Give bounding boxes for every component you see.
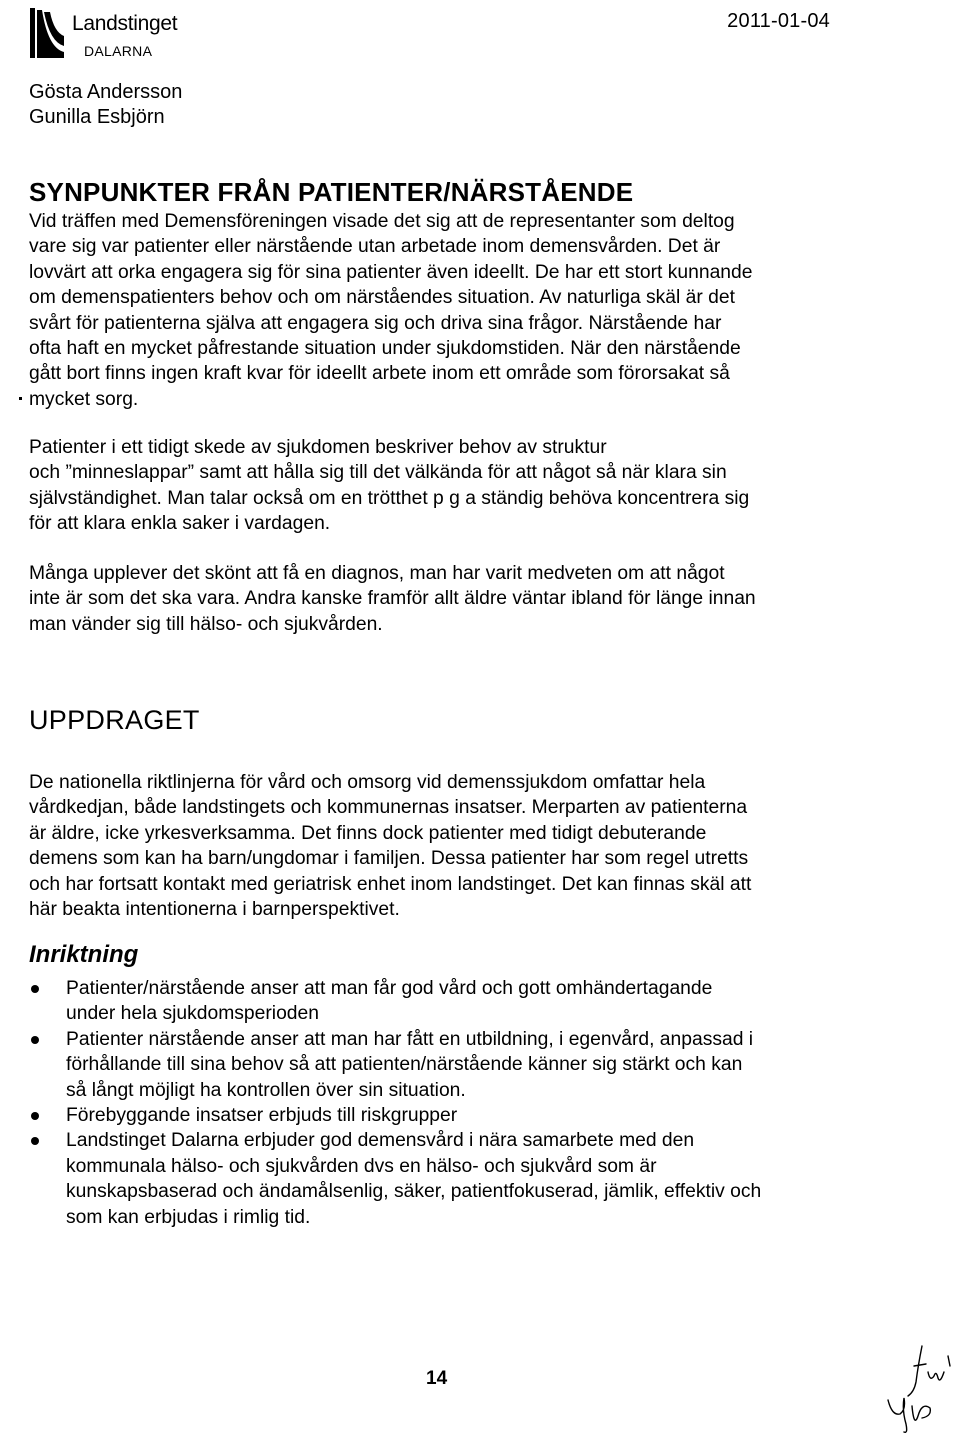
text-line: så långt möjligt ha kontrollen över sin situation. bbox=[66, 1079, 466, 1101]
paragraph-synpunkter-3 bbox=[29, 561, 849, 637]
text-line: under hela sjukdomsperioden bbox=[66, 1003, 319, 1025]
text-line: vare sig var patienter eller närstående utan arbetade inom demensvården. Det är bbox=[29, 236, 721, 258]
text-line: ofta haft en mycket påfrestande situation under sjukdomstiden. När den närstående bbox=[29, 338, 741, 360]
margin-mark bbox=[19, 397, 22, 400]
text-line: är äldre, icke yrkesverksamma. Det finns dock patienter med tidigt debuterande bbox=[29, 822, 707, 844]
inriktning-bullet-list bbox=[29, 976, 869, 1230]
logo-subtitle: DALARNA bbox=[84, 43, 153, 59]
paragraph-uppdraget bbox=[29, 770, 849, 922]
text-line: lovvärt att orka engagera sig för sina patienter även ideellt. De har ett stort kunnande bbox=[29, 261, 753, 283]
list-item bbox=[29, 1027, 869, 1103]
text-line: vårdkedjan, både landstingets och kommunernas insatser. Merparten av patienterna bbox=[29, 797, 748, 819]
text-line: Förebyggande insatser erbjuds till riskgrupper bbox=[66, 1105, 458, 1127]
text-line: De nationella riktlinjerna för vård och omsorg vid demenssjukdom omfattar hela bbox=[29, 772, 706, 793]
text-line: Patienter i ett tidigt skede av sjukdomen beskriver behov av struktur bbox=[29, 437, 607, 458]
text-line: Landstinget Dalarna erbjuder god demensvård i nära samarbete med den bbox=[66, 1130, 695, 1152]
text-line: förhållande till sina behov så att patienten/närstående känner sig stärkt och kan bbox=[66, 1054, 743, 1076]
author-name: Gösta Andersson bbox=[29, 81, 183, 103]
section-heading-synpunkter: SYNPUNKTER FRÅN PATIENTER/NÄRSTÅENDE bbox=[29, 177, 634, 207]
document-date: 2011-01-04 bbox=[727, 10, 830, 32]
text-line: om demenspatienters behov och om närståendes situation. Av naturliga skäl är det bbox=[29, 287, 735, 309]
author-list bbox=[29, 80, 182, 130]
text-line: självständighet. Man talar också om en trötthet p g a ständig behöva koncentrera sig bbox=[29, 487, 750, 509]
text-line: som kan erbjudas i rimlig tid. bbox=[66, 1206, 311, 1228]
text-line: Många upplever det skönt att få en diagnos, man har varit medveten om att något bbox=[29, 563, 725, 584]
text-line: Patienter/närstående anser att man får god vård och gott omhändertagande bbox=[66, 978, 713, 999]
text-line: Vid träffen med Demensföreningen visade det sig att de representanter som deltog bbox=[29, 211, 735, 232]
page-number: 14 bbox=[426, 1368, 448, 1389]
text-line: demens som kan ha barn/ungdomar i familjen. Dessa patienter har som regel utretts bbox=[29, 848, 749, 870]
text-line: Patienter närstående anser att man har fått en utbildning, i egenvård, anpassad i bbox=[66, 1028, 754, 1050]
text-line: kommunala hälso- och sjukvården dvs en hälso- och sjukvård som är bbox=[66, 1155, 657, 1177]
text-line: mycket sorg. bbox=[29, 388, 139, 410]
section-heading-uppdraget: UPPDRAGET bbox=[29, 705, 200, 735]
text-line: gått bort finns ingen kraft kvar för ideellt arbete inom ett område som förorsakat så bbox=[29, 363, 730, 385]
bullet-icon bbox=[31, 1137, 39, 1145]
text-line: man vänder sig till hälso- och sjukvården. bbox=[29, 613, 383, 635]
handwritten-initials-signature bbox=[878, 1336, 958, 1436]
author-name: Gunilla Esbjörn bbox=[29, 106, 165, 128]
text-line: och ”minneslappar” samt att hålla sig till det välkända för att något så när klara sin bbox=[29, 462, 727, 484]
logo-name: Landstinget bbox=[72, 12, 178, 35]
bullet-icon bbox=[31, 985, 39, 993]
text-line: och har fortsatt kontakt med geriatrisk enhet inom landstinget. Det kan finnas skäl att bbox=[29, 873, 752, 895]
text-line: för att klara enkla saker i vardagen. bbox=[29, 513, 331, 535]
landstinget-dalarna-logo bbox=[28, 6, 208, 62]
bullet-icon bbox=[31, 1112, 39, 1120]
text-line: inte är som det ska vara. Andra kanske framför allt äldre väntar ibland för länge innan bbox=[29, 588, 756, 610]
list-item bbox=[29, 1103, 869, 1128]
landstinget-logo-icon bbox=[28, 6, 68, 60]
text-line: kunskapsbaserad och ändamålsenlig, säker, patientfokuserad, jämlik, effektiv och bbox=[66, 1181, 762, 1203]
paragraph-synpunkter-1 bbox=[29, 209, 849, 412]
section-heading-inriktning: Inriktning bbox=[29, 941, 139, 968]
text-line: svårt för patienterna själva att engagera sig och driva sina frågor. Närstående har bbox=[29, 312, 722, 334]
list-item bbox=[29, 976, 869, 1027]
list-item bbox=[29, 1128, 869, 1230]
paragraph-synpunkter-2 bbox=[29, 435, 849, 537]
bullet-icon bbox=[31, 1036, 39, 1044]
text-line: här beakta intentionerna i barnperspektivet. bbox=[29, 899, 400, 921]
